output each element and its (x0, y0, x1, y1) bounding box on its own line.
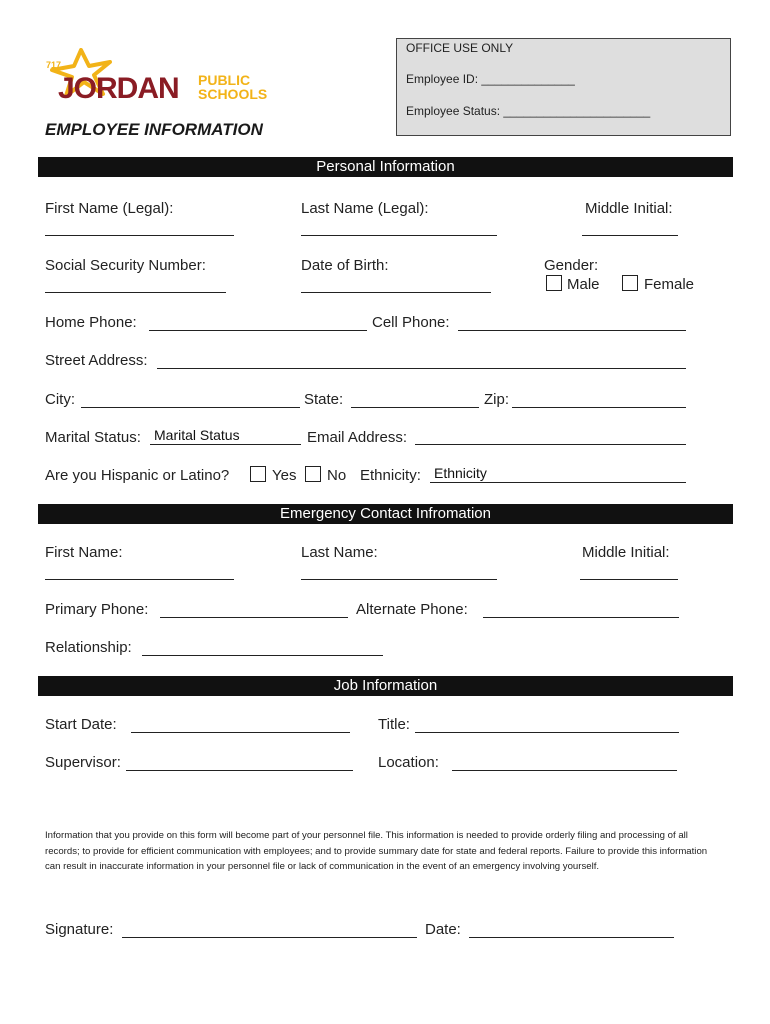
signature-field[interactable] (122, 937, 417, 938)
home-phone-field[interactable] (149, 330, 367, 331)
title-label: Title: (378, 716, 410, 733)
privacy-notice: Information that you provide on this form will become part of your personnel file. This information is needed to provide orderly filing and processing of all records; to provide for efficient communication with employees; and to provide summary date for state and federal reports. Failure to provide this information can result in inaccurate information in your personnel file or lack of communication in the event of an emergency involving yourself. (45, 830, 708, 872)
alternate-phone-field[interactable] (483, 617, 679, 618)
dob-field[interactable] (301, 292, 491, 293)
relationship-label: Relationship: (45, 639, 132, 656)
emergency-first-name-label: First Name: (45, 544, 123, 561)
logo-line2: SCHOOLS (198, 86, 268, 102)
date-field[interactable] (469, 937, 674, 938)
state-field[interactable] (351, 407, 479, 408)
primary-phone-label: Primary Phone: (45, 601, 149, 618)
middle-initial-label: Middle Initial: (585, 200, 673, 217)
male-label: Male (567, 276, 600, 293)
section-job-header: Job Information (38, 676, 733, 696)
city-field[interactable] (81, 407, 300, 408)
email-field[interactable] (415, 444, 686, 445)
location-label: Location: (378, 754, 439, 771)
cell-phone-label: Cell Phone: (372, 314, 450, 331)
street-address-field[interactable] (157, 368, 686, 369)
home-phone-label: Home Phone: (45, 314, 137, 331)
section-emergency-header: Emergency Contact Infromation (38, 504, 733, 524)
gender-label: Gender: (544, 257, 599, 274)
emergency-last-name-field[interactable] (301, 579, 497, 580)
gender-male-checkbox[interactable] (546, 275, 562, 291)
relationship-field[interactable] (142, 655, 383, 656)
emergency-last-name-label: Last Name: (301, 544, 378, 561)
city-label: City: (45, 391, 75, 408)
first-name-field[interactable] (45, 235, 234, 236)
signature-label: Signature: (45, 921, 114, 938)
gender-female-checkbox[interactable] (622, 275, 638, 291)
female-label: Female (644, 276, 695, 293)
last-name-field[interactable] (301, 235, 497, 236)
street-address-label: Street Address: (45, 352, 148, 369)
start-date-label: Start Date: (45, 716, 117, 733)
logo-name: JORDAN (58, 72, 179, 105)
dob-label: Date of Birth: (301, 257, 389, 274)
alternate-phone-label: Alternate Phone: (356, 601, 468, 618)
title-field[interactable] (415, 732, 679, 733)
zip-label: Zip: (484, 391, 510, 408)
logo-line1: PUBLIC (198, 72, 251, 88)
marital-status-field[interactable] (150, 444, 301, 445)
primary-phone-field[interactable] (160, 617, 348, 618)
office-use-box (396, 38, 731, 136)
logo-tag: 717 (46, 60, 62, 70)
office-use-title: OFFICE USE ONLY (406, 41, 514, 55)
school-logo (44, 46, 269, 108)
first-name-label: First Name (Legal): (45, 200, 174, 217)
cell-phone-field[interactable] (458, 330, 686, 331)
emergency-middle-initial-label: Middle Initial: (582, 544, 670, 561)
yes-label: Yes (272, 467, 297, 484)
date-label: Date: (425, 921, 461, 938)
employee-id-field[interactable]: Employee ID: ______________ (406, 72, 575, 86)
start-date-field[interactable] (131, 732, 350, 733)
marital-status-label: Marital Status: (45, 429, 141, 446)
marital-status-value[interactable]: Marital Status (154, 427, 240, 443)
hispanic-label: Are you Hispanic or Latino? (45, 467, 230, 484)
emergency-middle-initial-field[interactable] (580, 579, 678, 580)
employee-status-field[interactable]: Employee Status: ______________________ (406, 104, 651, 118)
location-field[interactable] (452, 770, 677, 771)
middle-initial-field[interactable] (582, 235, 678, 236)
email-label: Email Address: (307, 429, 408, 446)
ssn-label: Social Security Number: (45, 257, 206, 274)
hispanic-yes-checkbox[interactable] (250, 466, 266, 482)
ethnicity-label: Ethnicity: (360, 467, 421, 484)
ssn-field[interactable] (45, 292, 226, 293)
supervisor-label: Supervisor: (45, 754, 121, 771)
emergency-first-name-field[interactable] (45, 579, 234, 580)
zip-field[interactable] (512, 407, 686, 408)
section-personal-header: Personal Information (38, 157, 733, 177)
supervisor-field[interactable] (126, 770, 353, 771)
form-title: EMPLOYEE INFORMATION (45, 120, 263, 139)
no-label: No (327, 467, 347, 484)
state-label: State: (304, 391, 344, 408)
last-name-label: Last Name (Legal): (301, 200, 429, 217)
ethnicity-field[interactable] (430, 482, 686, 483)
hispanic-no-checkbox[interactable] (305, 466, 321, 482)
ethnicity-value[interactable]: Ethnicity (434, 465, 487, 481)
